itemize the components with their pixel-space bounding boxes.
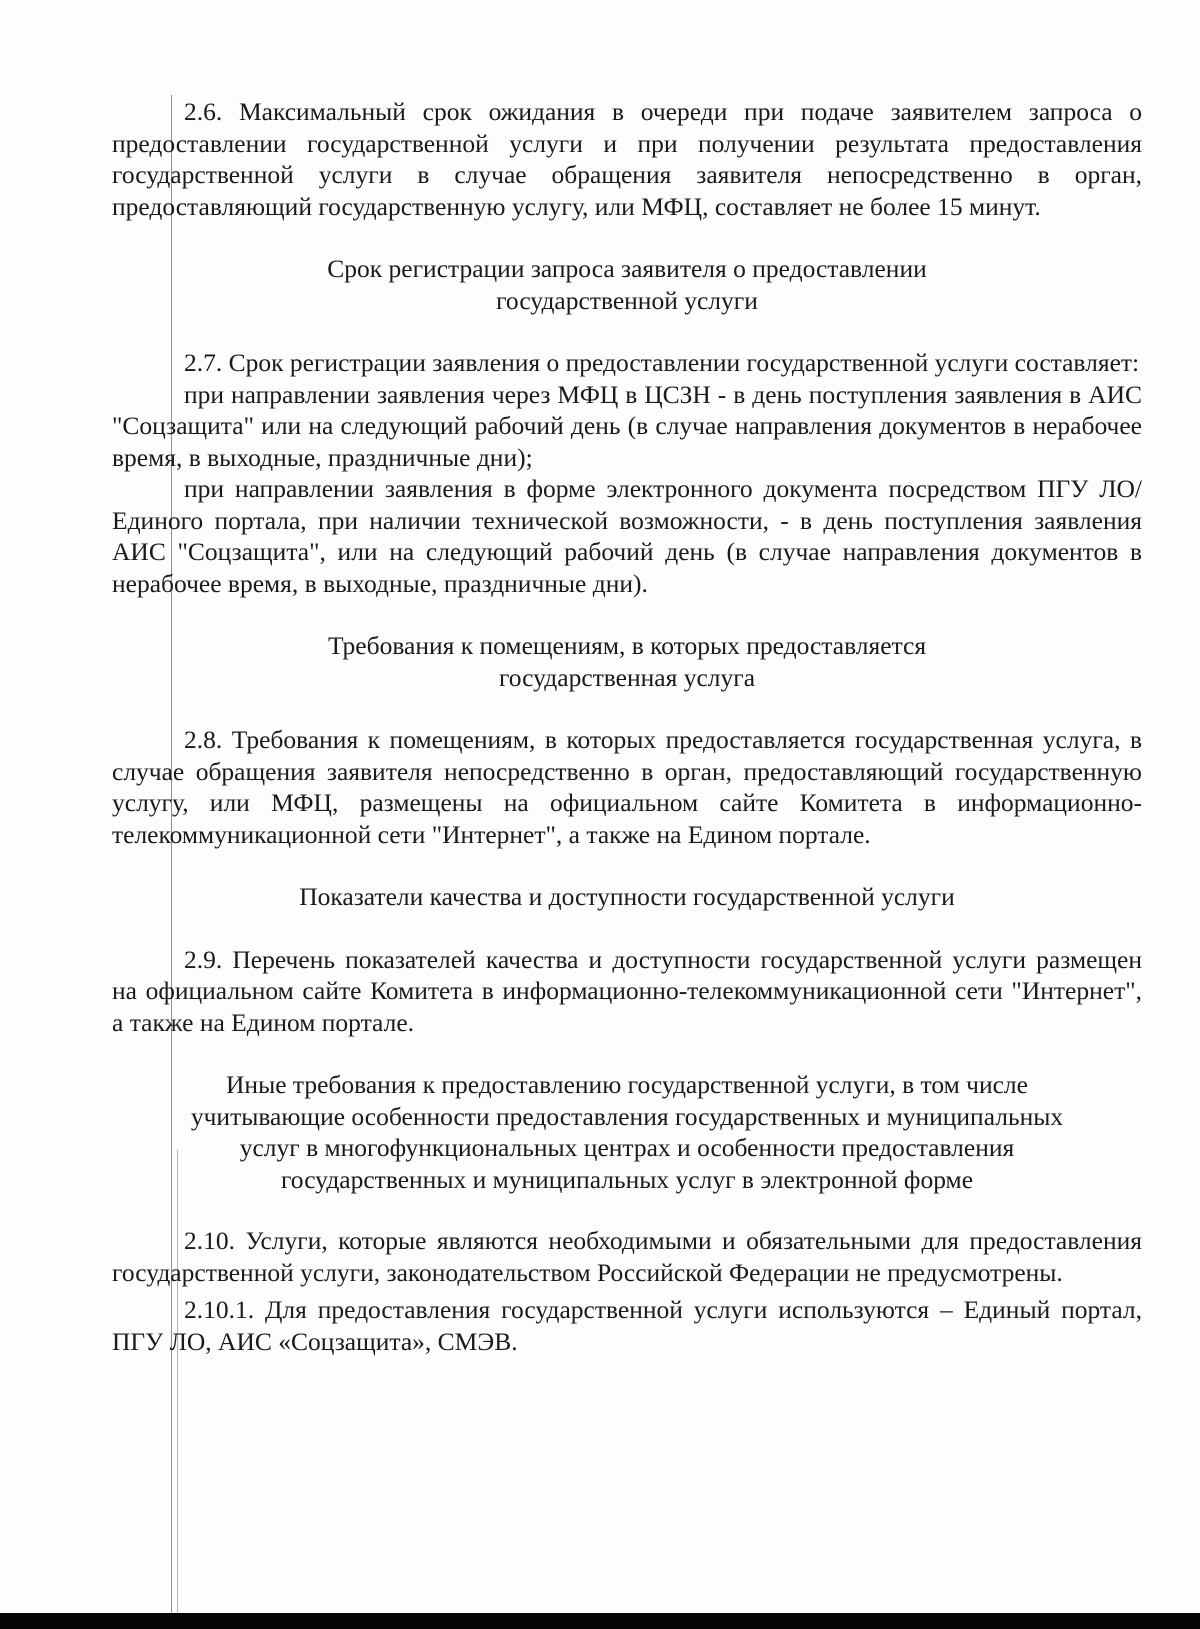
heading-registration-line-1: Срок регистрации запроса заявителя о предоставлении [327,254,927,283]
heading-premises-line-1: Требования к помещениям, в которых предоставляется [327,631,927,660]
paragraph-2-10-1: 2.10.1. Для предоставления государственной услуги используются – Единый портал, ПГУ ЛО, АИС «Соцзащита», СМЭВ. [112,1295,1142,1356]
heading-other-line-3: услуг в многофункциональных центрах и особенности предоставления [239,1133,1015,1162]
paragraph-2-7: 2.7. Срок регистрации заявления о предоставлении государственной услуги составляет: [184,348,1140,377]
heading-other-line-2: учитывающие особенности предоставления государственных и муниципальных [190,1101,1064,1131]
heading-other-line-4: государственных и муниципальных услуг в электронной форме [280,1164,974,1194]
paragraph-2-9: 2.9. Перечень показателей качества и доступности государственной услуги размещен на официальном сайте Комитета в информационно-телекоммуникационной сети "Интернет", а также на Едином портале. [112,944,1142,1037]
heading-other-line-1: Иные требования к предоставлению государственной услуги, в том числе [226,1070,1028,1099]
paragraph-2-7-electronic: при направлении заявления в форме электронного документа посредством ПГУ ЛО/Единого портала, при наличии технической возможности, - в день поступления заявления АИС "Соцзащита", или на следующий рабочий день (в случае направления документов в нерабочее время, в выходные, праздничные дни). [112,474,1142,598]
heading-quality: Показатели качества и доступности государственной услуги [299,882,955,911]
paragraph-2-10: 2.10. Услуги, которые являются необходимыми и обязательными для предоставления государственной услуги, законодательством Российской Федерации не предусмотрены. [112,1226,1142,1287]
document-body [112,96,1142,1357]
heading-premises-line-2: государственная услуга [498,662,756,692]
paragraph-2-7-mfc: при направлении заявления через МФЦ в ЦСЗН - в день поступления заявления в АИС "Соцзащита" или на следующий рабочий день (в случае направления документов в нерабочее время, в выходные, праздничные дни); [112,379,1142,472]
paragraph-2-6: 2.6. Максимальный срок ожидания в очереди при подаче заявителем запроса о предоставлении государственной услуги и при получении результата предоставления государственной услуги в случае обращения заявителя непосредственно в орган, предоставляющий государственную услугу, или МФЦ, составляет не более 15 минут. [112,97,1142,221]
heading-registration-line-2: государственной услуги [496,285,758,315]
scan-bottom-edge [0,1613,1200,1629]
paragraph-2-8: 2.8. Требования к помещениям, в которых предоставляется государственная услуга, в случае обращения заявителя непосредственно в орган, предоставляющий государственную услугу, или МФЦ, размещены на официальном сайте Комитета в информационно-телекоммуникационной сети "Интернет", а также на Едином портале. [112,725,1142,849]
